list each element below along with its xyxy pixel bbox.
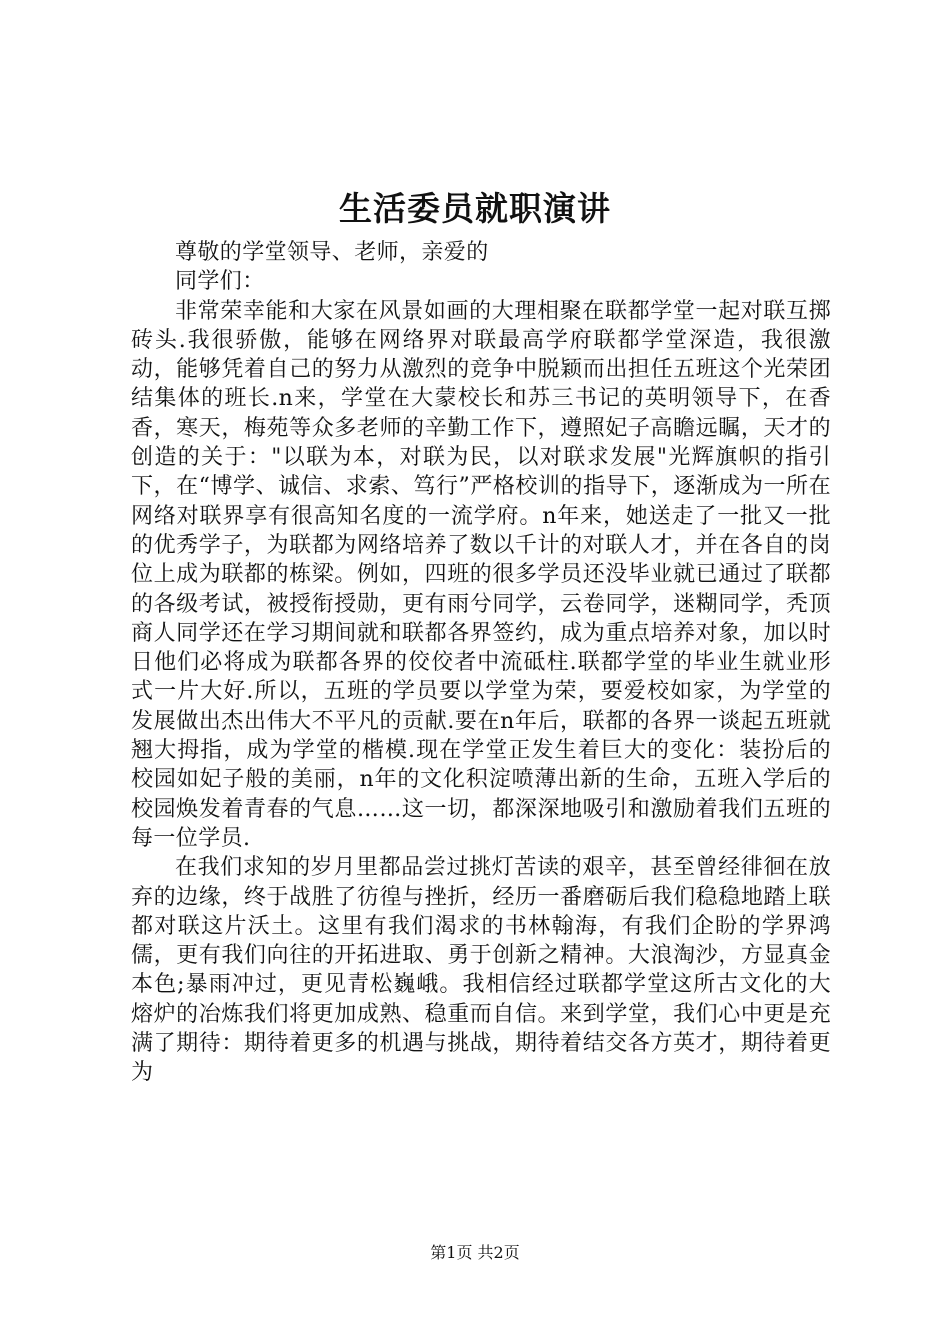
page-footer: 第1页 共2页 bbox=[430, 1243, 520, 1262]
body-paragraph: 非常荣幸能和大家在风景如画的大理相聚在联都学堂一起对联互掷砖头.我很骄傲，能够在网络界对联最高学府联都学堂深造，我很激动，能够凭着自己的努力从激烈的竞争中脱颖而出担任五班这个光荣团结集体的班长.n来，学堂在大蒙校长和苏三书记的英明领导下，在香香，寒天，梅苑等众多老师的辛勤工作下，遵照妃子高瞻远瞩，天才的创造的关于："以联为本，对联为民，以对联求发展"光辉旗帜的指引下，在“博学、诚信、求索、笃行”严格校训的指导下，逐渐成为一所在网络对联界享有很高知名度的一流学府。n年来，她送走了一批又一批的优秀学子，为联都为网络培养了数以千计的对联人才，并在各自的岗位上成为联都的栋梁。例如，四班的很多学员还没毕业就已通过了联都的各级考试，被授衔授勋，更有雨兮同学，云卷同学，迷糊同学，秃顶商人同学还在学习期间就和联都各界签约，成为重点培养对象，加以时日他们必将成为联都各界的佼佼者中流砥柱.联都学堂的毕业生就业形式一片大好.所以，五班的学员要以学堂为荣，要爱校如家，为学堂的发展做出杰出伟大不平凡的贡献.要在n年后，联都的各界一谈起五班就翘大拇指，成为学堂的楷模.现在学堂正发生着巨大的变化：装扮后的校园如妃子般的美丽，n年的文化积淀喷薄出新的生命，五班入学后的校园焕发着青春的气息……这一切，都深深地吸引和激励着我们五班的每一位学员. bbox=[131, 298, 831, 851]
salutation-line: 同学们： bbox=[175, 269, 265, 295]
body-paragraph: 在我们求知的岁月里都品尝过挑灯苦读的艰辛，甚至曾经徘徊在放弃的边缘，终于战胜了彷徨与挫折，经历一番磨砺后我们稳稳地踏上联都对联这片沃土。这里有我们渴求的书林翰海，有我们企盼的学界鸿儒，更有我们向往的开拓进取、勇于创新之精神。大浪淘沙，方显真金本色;暴雨冲过，更见青松巍峨。我相信经过联都学堂这所古文化的大熔炉的冶炼我们将更加成熟、稳重而自信。来到学堂，我们心中更是充满了期待：期待着更多的机遇与挑战，期待着结交各方英才，期待着更为 bbox=[131, 855, 831, 1086]
document-title: 生活委员就职演讲 bbox=[339, 189, 611, 228]
document-body bbox=[131, 238, 831, 1088]
salutation-line: 尊敬的学堂领导、老师，亲爱的 bbox=[175, 240, 489, 265]
